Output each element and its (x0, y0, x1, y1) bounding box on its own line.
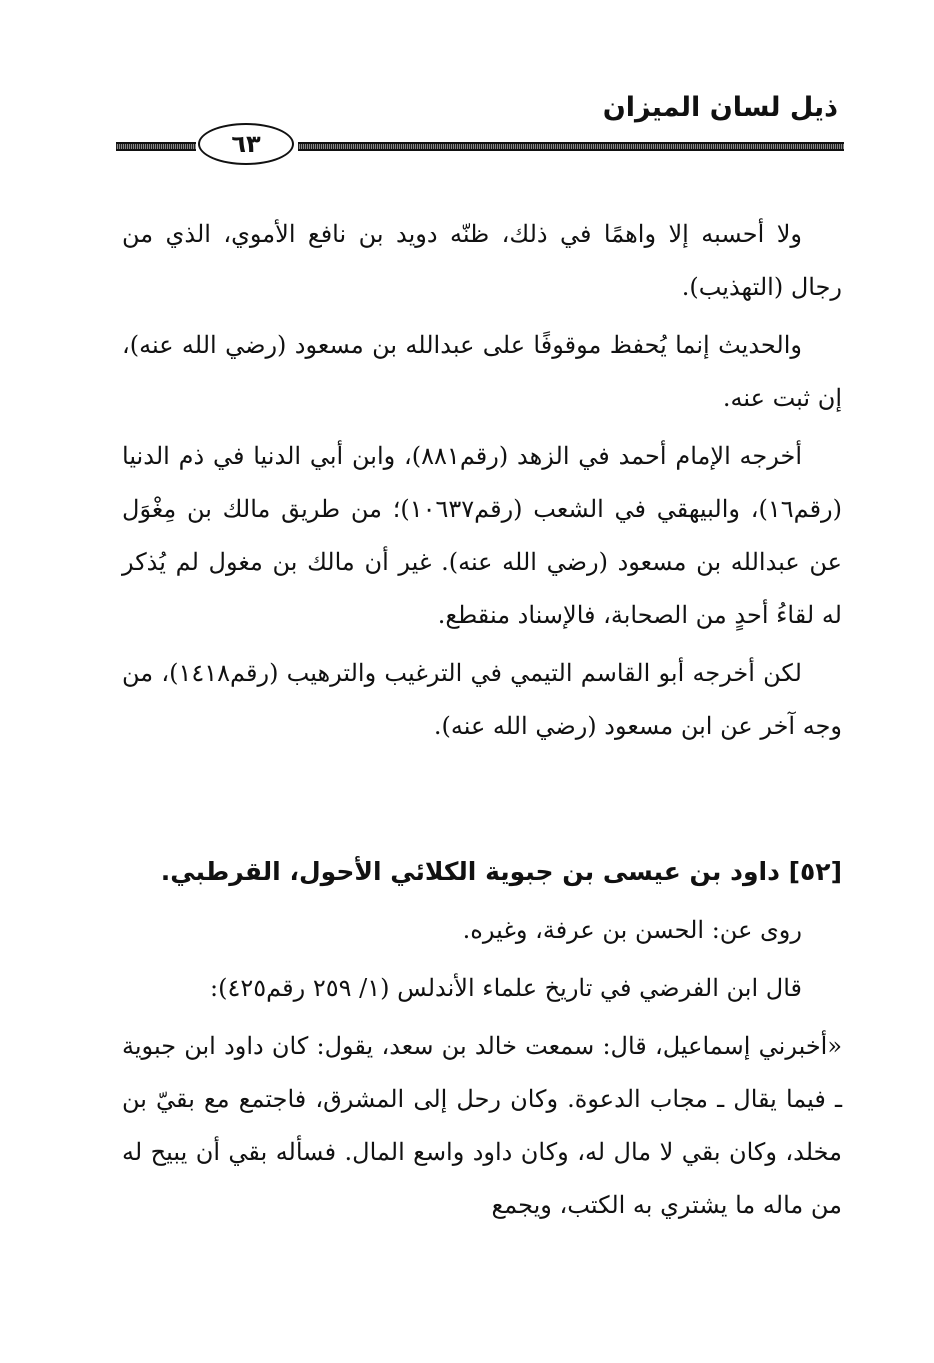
running-title: ذيل لسان الميزان (602, 92, 838, 123)
entry-heading: [٥٢] داود بن عيسى بن جبوية الكلائي الأحول، القرطبي. (160, 857, 842, 886)
header-rule-right (298, 142, 844, 151)
entry-paragraph-1: روى عن: الحسن بن عرفة، وغيره. (462, 916, 802, 944)
header-rule-left (116, 142, 196, 151)
paragraph-2: والحديث إنما يُحفظ موقوفًا على عبدالله بن مسعود (رضي الله عنه)، إن ثبت عنه. (122, 331, 842, 412)
paragraph-3: أخرجه الإمام أحمد في الزهد (رقم٨٨١)، وابن أبي الدنيا في ذم الدنيا (رقم١٦)، والبيهقي في الشعب (رقم١٠٦٣٧)؛ من طريق مالك بن مِغْوَل عن عبدالله بن مسعود (رضي الله عنه). غير أن مالك بن مغول لم يُذكر له لقاءُ أحدٍ من الصحابة، فالإسناد منقطع. (122, 442, 842, 629)
entry-paragraph-3: «أخبرني إسماعيل، قال: سمعت خالد بن سعد، يقول: كان داود ابن جبوية ـ فيما يقال ـ مجاب الدعوة. وكان رحل إلى المشرق، فاجتمع مع بقيّ بن مخلد، وكان بقي لا مال له، وكان داود واسع المال. فسأله بقي أن يبيح له من ماله ما يشتري به الكتب، ويجمع (122, 1032, 842, 1219)
page-body (122, 208, 842, 1237)
entry-paragraph-2: قال ابن الفرضي في تاريخ علماء الأندلس (١/ ٢٥٩ رقم٤٢٥): (210, 974, 802, 1002)
paragraph-4: لكن أخرجه أبو القاسم التيمي في الترغيب والترهيب (رقم١٤١٨)، من وجه آخر عن ابن مسعود (رضي الله عنه). (122, 659, 842, 740)
page-number: ٦٣ (198, 123, 294, 165)
paragraph-1: ولا أحسبه إلا واهمًا في ذلك، ظنّه دويد بن نافع الأموي، الذي من رجال (التهذيب). (122, 220, 842, 301)
